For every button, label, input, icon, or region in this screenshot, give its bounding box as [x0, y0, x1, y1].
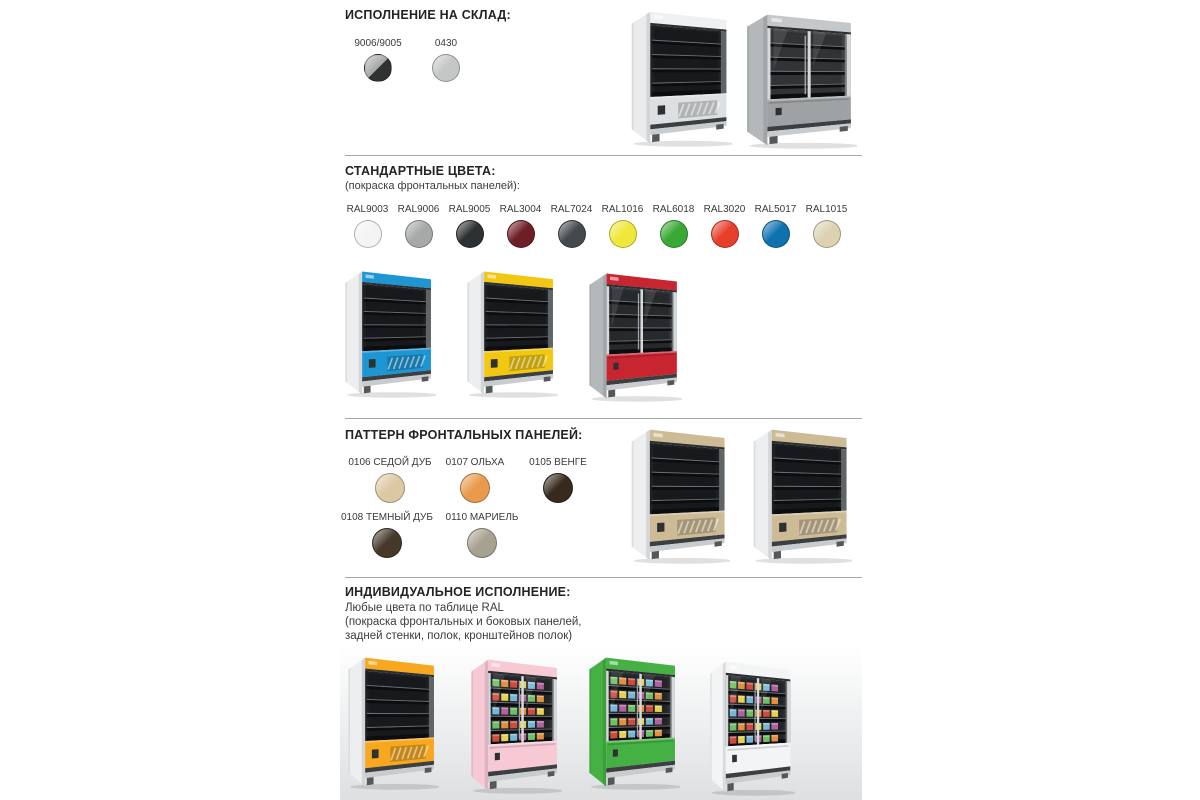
swatch-label: 9006/9005 [354, 38, 402, 49]
section-title-custom: ИНДИВИДУАЛЬНОЕ ИСПОЛНЕНИЕ: [345, 585, 571, 599]
custom-description-line: Любые цвета по таблице RAL [345, 602, 504, 614]
fridge-image-stock-grey [743, 11, 857, 149]
fridge-image-wood-2 [750, 426, 852, 564]
color-swatch [609, 220, 637, 248]
color-swatch [660, 220, 688, 248]
ral-swatch [546, 204, 597, 248]
ral-swatch-row [342, 204, 852, 248]
ral-swatch [393, 204, 444, 248]
fridge-image-yellow [464, 268, 558, 398]
section-subtitle-standard-colors: (покраска фронтальных панелей): [345, 180, 520, 192]
color-swatch [460, 473, 490, 503]
color-swatch [813, 220, 841, 248]
ral-swatch [648, 204, 699, 248]
section-divider [345, 418, 862, 419]
custom-description-line: задней стенки, полок, кронштейнов полок) [345, 630, 573, 642]
ral-swatch [597, 204, 648, 248]
section-title-stock: ИСПОЛНЕНИЕ НА СКЛАД: [345, 8, 511, 22]
color-swatch [467, 528, 497, 558]
swatch-label: RAL5017 [754, 204, 797, 215]
swatch-label: RAL3004 [499, 204, 542, 215]
swatch-label: 0107 ОЛЬХА [445, 457, 505, 468]
section-divider [345, 155, 862, 156]
swatch-label: 0430 [434, 38, 458, 49]
swatch-label: 0110 МАРИЕЛЬ [445, 512, 519, 523]
custom-description [345, 601, 582, 643]
color-swatch [364, 54, 392, 82]
swatch-label: 0108 ТЕМНЫЙ ДУБ [341, 512, 433, 523]
swatch-label: RAL7024 [550, 204, 593, 215]
ral-swatch [495, 204, 546, 248]
color-swatch [354, 220, 382, 248]
stock-swatch-9006-9005 [346, 38, 410, 82]
section-title-standard-colors: СТАНДАРТНЫЕ ЦВЕТА: [345, 164, 496, 178]
fridge-image-green [586, 654, 680, 790]
swatch-label: RAL6018 [652, 204, 695, 215]
color-swatch [507, 220, 535, 248]
ral-swatch [342, 204, 393, 248]
color-swatch [762, 220, 790, 248]
ral-swatch [801, 204, 852, 248]
color-swatch [558, 220, 586, 248]
swatch-label: 0106 СЕДОЙ ДУБ [348, 457, 432, 468]
color-swatch [543, 473, 573, 503]
fridge-image-orange [345, 654, 439, 790]
stock-swatch-0430 [416, 38, 476, 82]
swatch-label: 0105 ВЕНГЕ [529, 457, 587, 468]
fridge-image-blue [342, 268, 436, 398]
color-swatch [375, 473, 405, 503]
color-swatch [711, 220, 739, 248]
swatch-label: RAL9006 [397, 204, 440, 215]
color-swatch [456, 220, 484, 248]
fridge-image-red [586, 270, 682, 402]
pattern-swatch-0110 [427, 512, 537, 558]
ral-swatch [444, 204, 495, 248]
fridge-image-white [707, 658, 795, 796]
pattern-swatch-0105 [503, 457, 613, 503]
color-swatch [372, 528, 402, 558]
ral-swatch [699, 204, 750, 248]
fridge-image-pink [468, 656, 562, 794]
swatch-label: RAL1015 [805, 204, 848, 215]
color-swatch [405, 220, 433, 248]
ral-swatch [750, 204, 801, 248]
section-divider [345, 577, 862, 578]
swatch-label: RAL1016 [601, 204, 644, 215]
color-swatch [432, 54, 460, 82]
swatch-label: RAL3020 [703, 204, 746, 215]
fridge-image-wood-1 [628, 426, 730, 564]
section-title-patterns: ПАТТЕРН ФРОНТАЛЬНЫХ ПАНЕЛЕЙ: [345, 428, 583, 442]
pattern-swatch-0108 [332, 512, 442, 558]
fridge-image-stock-white [628, 8, 732, 147]
swatch-label: RAL9003 [346, 204, 389, 215]
custom-description-line: (покраска фронтальных и боковых панелей, [345, 616, 582, 628]
swatch-label: RAL9005 [448, 204, 491, 215]
